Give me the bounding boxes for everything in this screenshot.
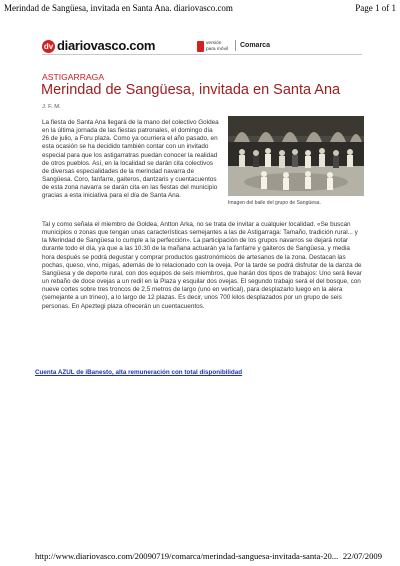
article-body-paragraph: Tal y como señala el miembro de Goldea, Antton Arka, no se trata de invitar a cualquier localidad. «Se buscan municipios o zonas que tengan unas características semejantes a las de Astigarraga: Tamaño, tradición rural... y la Merindad de Sangüesa lo cumple a la perfección». La participación de los grupos navarros se dejará notar durante todo el día, ya que a las 10.30 de la mañana actuarán ya la fanfarre y gaiteros de Sangüesa, y media hora después se podrá degustar y comprar productos gastronómicos de artesanos de la zona. Destacan las pochas, queso, vino, migas, además de lo relacionado con la oveja. Por la tarde se podrá disfrutar de la danza de Sangüesa y de deporte rural, con dos equipos de seis miembros, que harán dos tipos de trabajos: Uno será llevar un rebaño de doce ovejas a un redil en la Plaza y esquilar dos ovejas. El segundo trabajo será el del bosque, con nueve cortes sobre tres troncos de 2,5 metros de largo (uno en vertical), para desplazarlo luego en la alera (semejante a un trineo), a lo largo de 12 plazas. Es decir, unos 700 kilos desplazados por un grupo de seis personas. En Apeztegi plaza ofrecerán un cuentacuentos. <box>42 221 362 310</box>
mobile-version-label: versión para móvil <box>206 41 229 52</box>
photo-dance-event-icon <box>228 116 364 196</box>
print-page-number: Page 1 of 1 <box>355 3 396 13</box>
article-photo <box>228 116 364 196</box>
promo-link[interactable]: Cuenta AZUL de iBanesto, alta remuneración con total disponibilidad <box>35 369 243 376</box>
print-url: http://www.diariovasco.com/20090719/comarca/merindad-sanguesa-invitada-santa-20... <box>35 551 339 561</box>
print-date: 22/07/2009 <box>342 551 382 561</box>
article-byline: J. F. M. <box>42 104 61 110</box>
print-page-title: Merindad de Sangüesa, invitada en Santa Ana. diariovasco.com <box>4 3 233 13</box>
photo-caption: Imagen del baile del grupo de Sangüesa. <box>228 200 321 206</box>
article-title: Merindad de Sangüesa, invitada en Santa Ana <box>41 82 341 98</box>
site-logo[interactable]: diariovasco.com <box>57 38 156 53</box>
article-lead-paragraph: La fiesta de Santa Ana llegará de la mano del colectivo Goldea en la última jornada de las fiestas patronales, el domingo día 26 de julio, a Foru plaza. Como ya ocurriera el año pasado, en esta ocasión se ha decidido también contar con un invitado especial para que los astigarratras puedan conocer la realidad de otros pueblos. Así, en la localidad se darán cita colectivos de diversas especialidades de la merindad navarra de Sangüesa. Coro, fanfarre, gaiteros, dantzaris y cuentacuentos de esta zona navarra se darán cita en las fiestas del municipio gracias a esta iniciativa para el día de Santa Ana. <box>42 119 219 200</box>
logo-badge: dv <box>43 42 54 51</box>
mobile-phone-icon <box>197 41 204 52</box>
print-header <box>4 3 396 15</box>
section-tab-comarca[interactable]: Comarca <box>235 40 270 51</box>
print-footer <box>35 551 382 563</box>
masthead <box>42 40 362 55</box>
article-kicker: ASTIGARRAGA <box>42 72 105 82</box>
